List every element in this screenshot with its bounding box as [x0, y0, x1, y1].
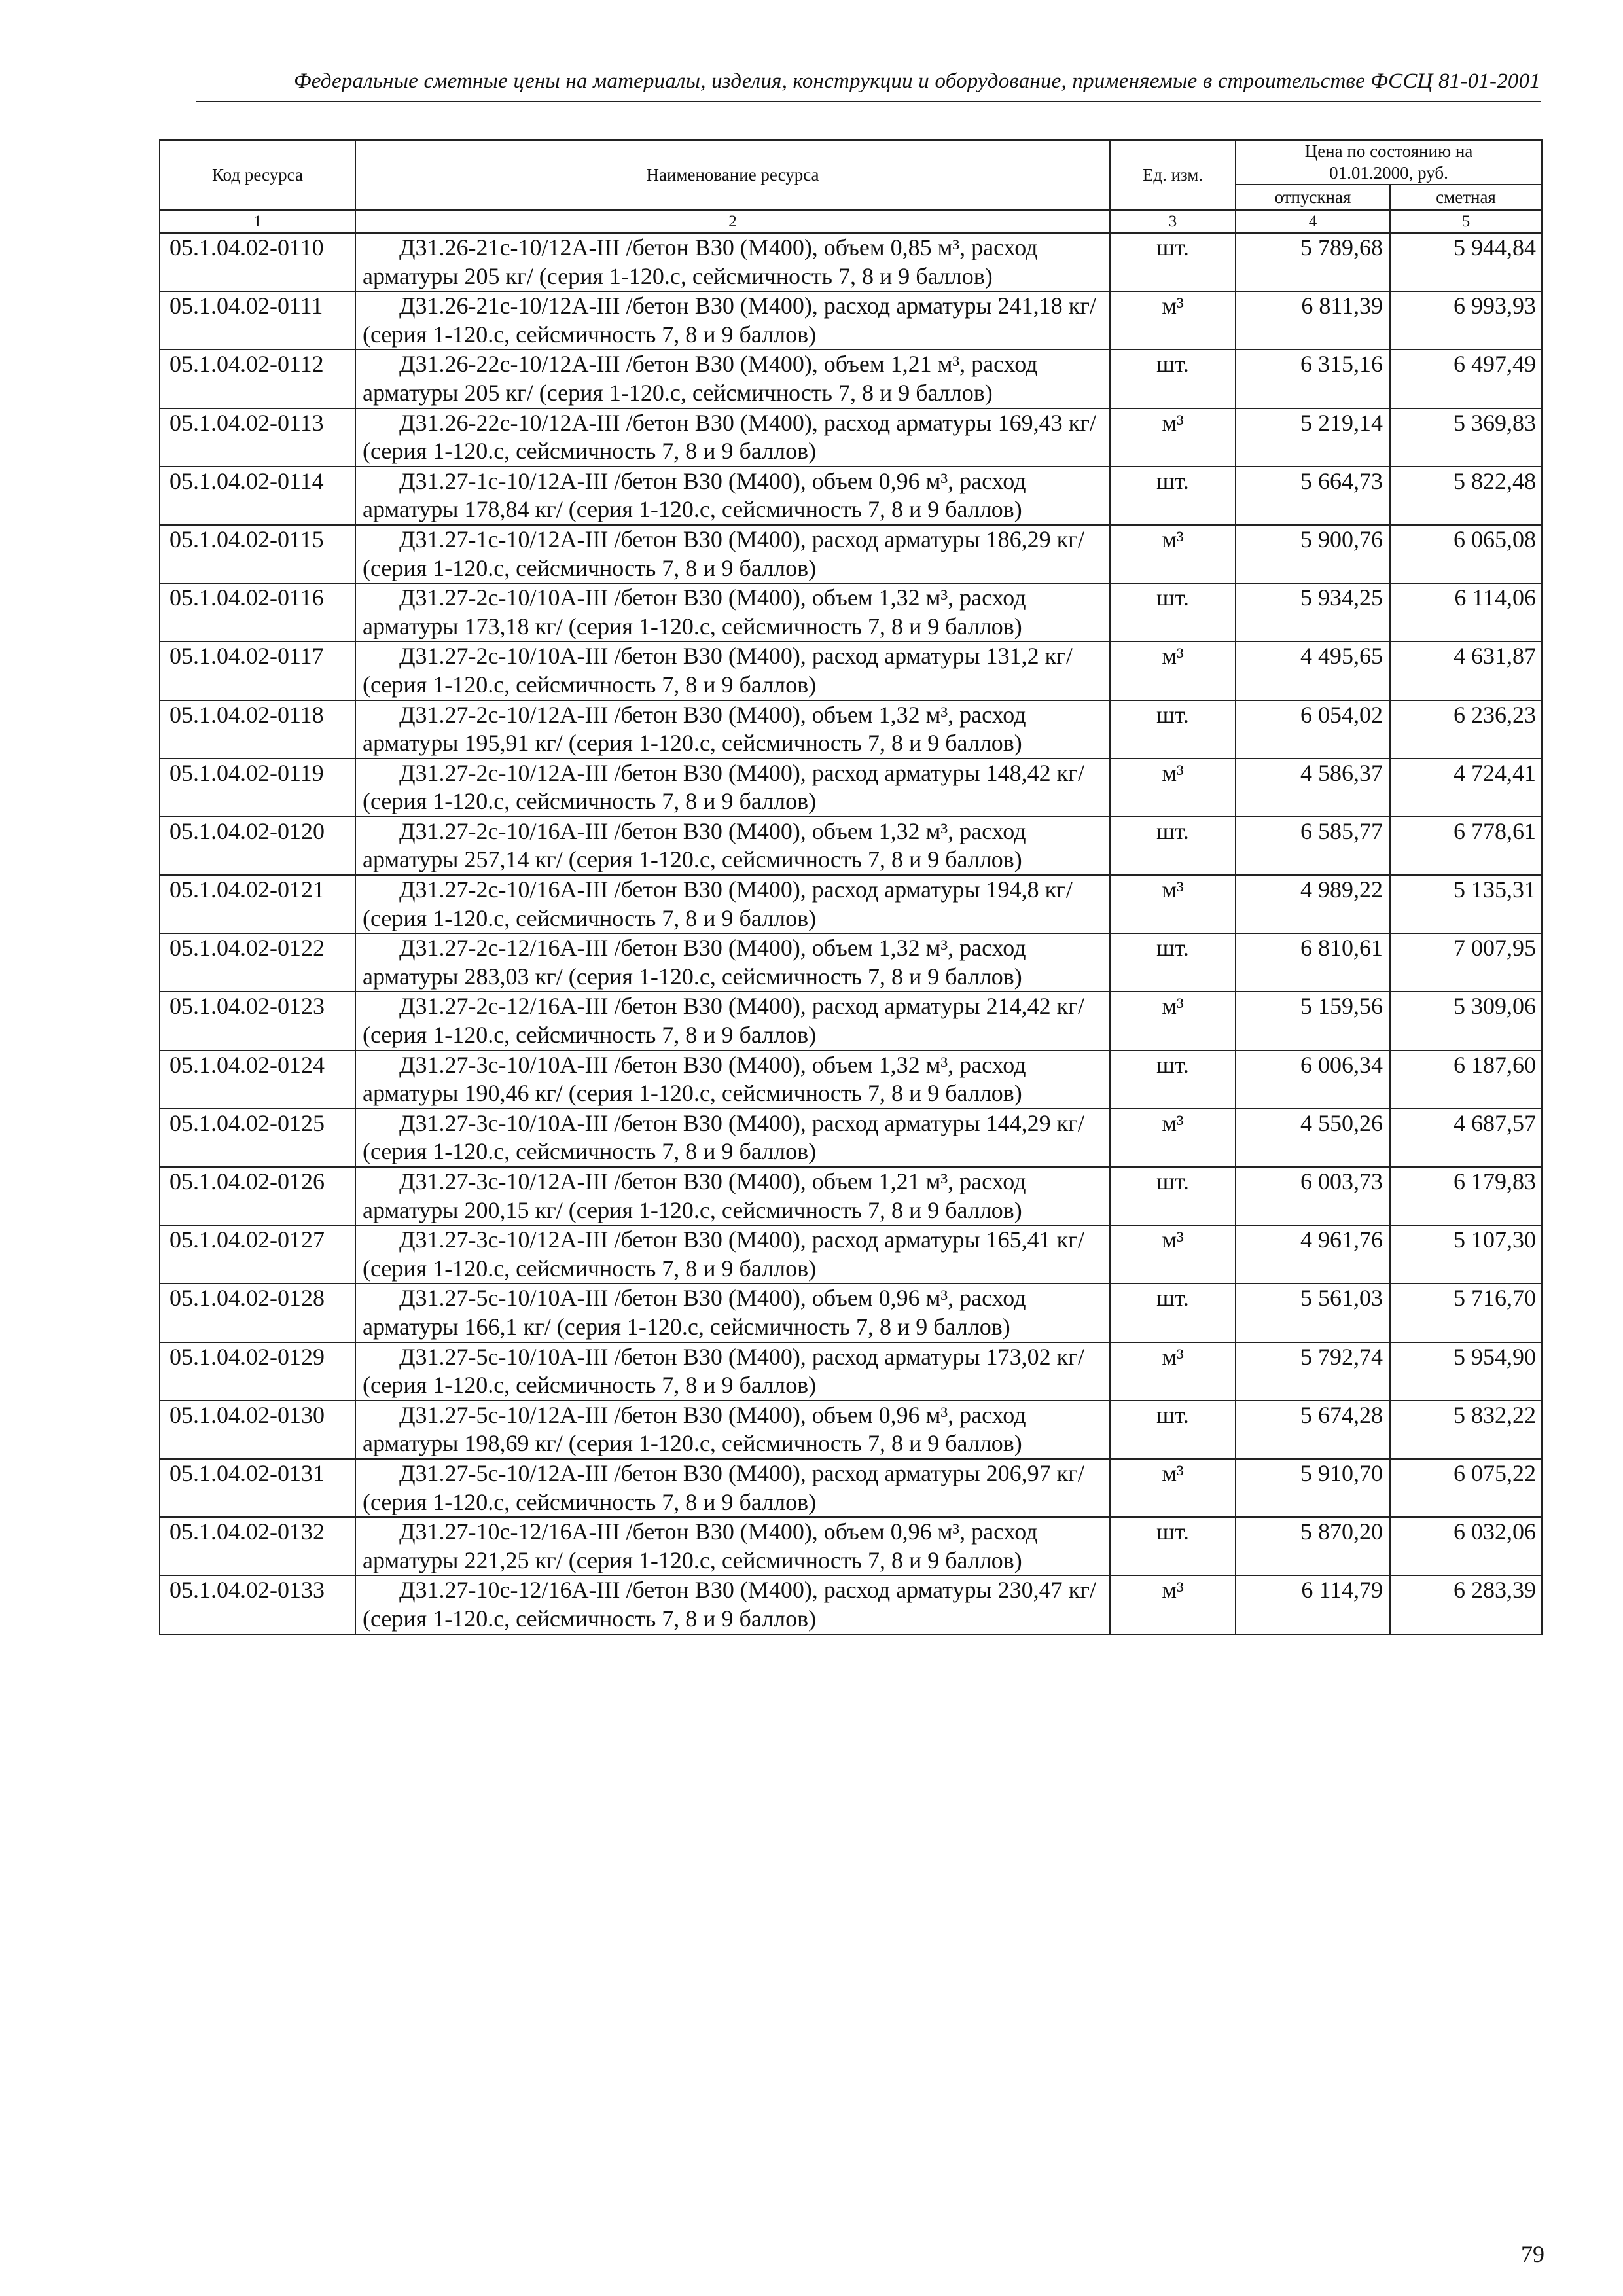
resource-name-text: Д31.27-3с-10/12А-III /бетон В30 (М400), расход арматуры 165,41 кг/ (серия 1-120.с, сейсмичность 7, 8 и 9 баллов) — [363, 1227, 1084, 1282]
resource-name-text: Д31.27-2с-10/16А-III /бетон В30 (М400), объем 1,32 м³, расход арматуры 257,14 кг/ (серия 1-120.с, сейсмичность 7, 8 и 9 баллов) — [363, 817, 1026, 873]
estimate-price: 5 954,90 — [1390, 1342, 1542, 1401]
resource-name — [355, 875, 1110, 933]
resource-name — [355, 1167, 1110, 1225]
resource-code: 05.1.04.02-0118 — [160, 700, 355, 759]
resource-name — [355, 817, 1110, 875]
column-number: 4 — [1236, 210, 1390, 233]
unit-of-measure: шт. — [1110, 233, 1236, 291]
column-header-price-group: Цена по состоянию на 01.01.2000, руб. — [1236, 140, 1542, 185]
resource-name-text: Д31.27-1с-10/12А-III /бетон В30 (М400), расход арматуры 186,29 кг/ (серия 1-120.с, сейсмичность 7, 8 и 9 баллов) — [363, 526, 1084, 581]
resource-name-text: Д31.27-2с-10/16А-III /бетон В30 (М400), расход арматуры 194,8 кг/ (серия 1-120.с, сейсмичность 7, 8 и 9 баллов) — [363, 876, 1073, 931]
resource-code: 05.1.04.02-0126 — [160, 1167, 355, 1225]
resource-code: 05.1.04.02-0132 — [160, 1517, 355, 1575]
release-price: 5 219,14 — [1236, 408, 1390, 467]
resource-code: 05.1.04.02-0116 — [160, 583, 355, 641]
table-row — [160, 817, 1542, 875]
table-row — [160, 291, 1542, 350]
resource-name — [355, 1459, 1110, 1517]
resource-name — [355, 467, 1110, 525]
resource-name-text: Д31.27-2с-10/12А-III /бетон В30 (М400), объем 1,32 м³, расход арматуры 195,91 кг/ (серия 1-120.с, сейсмичность 7, 8 и 9 баллов) — [363, 701, 1026, 757]
unit-of-measure: шт. — [1110, 350, 1236, 408]
resource-code: 05.1.04.02-0121 — [160, 875, 355, 933]
table-row — [160, 583, 1542, 641]
release-price: 4 586,37 — [1236, 759, 1390, 817]
table-row — [160, 641, 1542, 700]
resource-name-text: Д31.26-21с-10/12А-III /бетон В30 (М400), объем 0,85 м³, расход арматуры 205 кг/ (серия 1-120.с, сейсмичность 7, 8 и 9 баллов) — [363, 234, 1038, 289]
resource-code: 05.1.04.02-0130 — [160, 1401, 355, 1459]
resource-name — [355, 291, 1110, 350]
table-row — [160, 525, 1542, 583]
estimate-price: 6 065,08 — [1390, 525, 1542, 583]
estimate-price: 5 135,31 — [1390, 875, 1542, 933]
release-price: 6 585,77 — [1236, 817, 1390, 875]
column-header-estimate-price: сметная — [1390, 185, 1542, 210]
table-row — [160, 1342, 1542, 1401]
release-price: 4 961,76 — [1236, 1225, 1390, 1283]
resource-name-text: Д31.27-2с-12/16А-III /бетон В30 (М400), расход арматуры 214,42 кг/ (серия 1-120.с, сейсмичность 7, 8 и 9 баллов) — [363, 993, 1084, 1049]
release-price: 5 792,74 — [1236, 1342, 1390, 1401]
resource-code: 05.1.04.02-0123 — [160, 992, 355, 1050]
unit-of-measure: м³ — [1110, 525, 1236, 583]
release-price: 5 789,68 — [1236, 233, 1390, 291]
estimate-price: 5 369,83 — [1390, 408, 1542, 467]
resource-code: 05.1.04.02-0128 — [160, 1283, 355, 1342]
resource-code: 05.1.04.02-0133 — [160, 1575, 355, 1634]
page-number: 79 — [1521, 2241, 1544, 2267]
column-number: 2 — [355, 210, 1110, 233]
resource-name-text: Д31.27-2с-12/16А-III /бетон В30 (М400), объем 1,32 м³, расход арматуры 283,03 кг/ (серия 1-120.с, сейсмичность 7, 8 и 9 баллов) — [363, 935, 1026, 990]
estimate-price: 6 778,61 — [1390, 817, 1542, 875]
resource-code: 05.1.04.02-0115 — [160, 525, 355, 583]
resource-name-text: Д31.27-2с-10/12А-III /бетон В30 (М400), расход арматуры 148,42 кг/ (серия 1-120.с, сейсмичность 7, 8 и 9 баллов) — [363, 759, 1084, 815]
estimate-price: 6 993,93 — [1390, 291, 1542, 350]
unit-of-measure: м³ — [1110, 1342, 1236, 1401]
table-row — [160, 992, 1542, 1050]
resource-code: 05.1.04.02-0122 — [160, 933, 355, 992]
estimate-price: 4 631,87 — [1390, 641, 1542, 700]
release-price: 5 674,28 — [1236, 1401, 1390, 1459]
release-price: 5 664,73 — [1236, 467, 1390, 525]
estimate-price: 5 309,06 — [1390, 992, 1542, 1050]
estimate-price: 6 179,83 — [1390, 1167, 1542, 1225]
table-row — [160, 1575, 1542, 1634]
resource-code: 05.1.04.02-0129 — [160, 1342, 355, 1401]
resource-name — [355, 1401, 1110, 1459]
unit-of-measure: м³ — [1110, 291, 1236, 350]
estimate-price: 6 187,60 — [1390, 1050, 1542, 1109]
resource-name-text: Д31.26-21с-10/12А-III /бетон В30 (М400), расход арматуры 241,18 кг/ (серия 1-120.с, сейсмичность 7, 8 и 9 баллов) — [363, 293, 1096, 348]
resource-name-text: Д31.27-5с-10/10А-III /бетон В30 (М400), объем 0,96 м³, расход арматуры 166,1 кг/ (серия 1-120.с, сейсмичность 7, 8 и 9 баллов) — [363, 1285, 1026, 1340]
resource-name-text: Д31.27-3с-10/10А-III /бетон В30 (М400), расход арматуры 144,29 кг/ (серия 1-120.с, сейсмичность 7, 8 и 9 баллов) — [363, 1109, 1084, 1165]
estimate-price: 6 236,23 — [1390, 700, 1542, 759]
column-number: 5 — [1390, 210, 1542, 233]
release-price: 6 003,73 — [1236, 1167, 1390, 1225]
resource-code: 05.1.04.02-0125 — [160, 1109, 355, 1167]
release-price: 6 810,61 — [1236, 933, 1390, 992]
resource-code: 05.1.04.02-0114 — [160, 467, 355, 525]
unit-of-measure: м³ — [1110, 408, 1236, 467]
estimate-price: 5 716,70 — [1390, 1283, 1542, 1342]
column-header-name: Наименование ресурса — [355, 140, 1110, 210]
table-body — [160, 233, 1542, 1634]
table-row — [160, 700, 1542, 759]
release-price: 6 006,34 — [1236, 1050, 1390, 1109]
resource-name — [355, 233, 1110, 291]
unit-of-measure: шт. — [1110, 1167, 1236, 1225]
resource-code: 05.1.04.02-0113 — [160, 408, 355, 467]
resource-name — [355, 583, 1110, 641]
unit-of-measure: м³ — [1110, 1459, 1236, 1517]
resource-name-text: Д31.27-3с-10/12А-III /бетон В30 (М400), объем 1,21 м³, расход арматуры 200,15 кг/ (серия 1-120.с, сейсмичность 7, 8 и 9 баллов) — [363, 1168, 1026, 1223]
resource-code: 05.1.04.02-0119 — [160, 759, 355, 817]
resource-code: 05.1.04.02-0120 — [160, 817, 355, 875]
table-row — [160, 1109, 1542, 1167]
resource-name-text: Д31.27-3с-10/10А-III /бетон В30 (М400), объем 1,32 м³, расход арматуры 190,46 кг/ (серия 1-120.с, сейсмичность 7, 8 и 9 баллов) — [363, 1051, 1026, 1107]
table-row — [160, 1167, 1542, 1225]
release-price: 6 811,39 — [1236, 291, 1390, 350]
release-price: 5 934,25 — [1236, 583, 1390, 641]
table-row — [160, 467, 1542, 525]
release-price: 6 315,16 — [1236, 350, 1390, 408]
unit-of-measure: шт. — [1110, 467, 1236, 525]
unit-of-measure: шт. — [1110, 1401, 1236, 1459]
resource-name — [355, 1109, 1110, 1167]
resource-code: 05.1.04.02-0131 — [160, 1459, 355, 1517]
resource-name-text: Д31.27-2с-10/10А-III /бетон В30 (М400), расход арматуры 131,2 кг/ (серия 1-120.с, сейсмичность 7, 8 и 9 баллов) — [363, 643, 1073, 698]
column-number: 3 — [1110, 210, 1236, 233]
resource-name — [355, 1225, 1110, 1283]
estimate-price: 5 944,84 — [1390, 233, 1542, 291]
resource-name-text: Д31.27-10с-12/16А-III /бетон В30 (М400), объем 0,96 м³, расход арматуры 221,25 кг/ (серия 1-120.с, сейсмичность 7, 8 и 9 баллов) — [363, 1518, 1038, 1573]
resource-name-text: Д31.27-5с-10/12А-III /бетон В30 (М400), объем 0,96 м³, расход арматуры 198,69 кг/ (серия 1-120.с, сейсмичность 7, 8 и 9 баллов) — [363, 1401, 1026, 1457]
resource-name — [355, 1575, 1110, 1634]
unit-of-measure: м³ — [1110, 1109, 1236, 1167]
release-price: 5 870,20 — [1236, 1517, 1390, 1575]
unit-of-measure: шт. — [1110, 1517, 1236, 1575]
estimate-price: 6 283,39 — [1390, 1575, 1542, 1634]
table-row — [160, 408, 1542, 467]
release-price: 5 159,56 — [1236, 992, 1390, 1050]
resource-name-text: Д31.27-2с-10/10А-III /бетон В30 (М400), объем 1,32 м³, расход арматуры 173,18 кг/ (серия 1-120.с, сейсмичность 7, 8 и 9 баллов) — [363, 584, 1026, 639]
unit-of-measure: шт. — [1110, 933, 1236, 992]
release-price: 5 900,76 — [1236, 525, 1390, 583]
table-row — [160, 759, 1542, 817]
table-row — [160, 1459, 1542, 1517]
resource-name — [355, 1342, 1110, 1401]
unit-of-measure: м³ — [1110, 641, 1236, 700]
release-price: 5 561,03 — [1236, 1283, 1390, 1342]
resource-price-table — [159, 139, 1543, 1635]
estimate-price: 6 032,06 — [1390, 1517, 1542, 1575]
unit-of-measure: шт. — [1110, 700, 1236, 759]
resource-name — [355, 759, 1110, 817]
release-price: 4 495,65 — [1236, 641, 1390, 700]
resource-name-text: Д31.26-22с-10/12А-III /бетон В30 (М400), расход арматуры 169,43 кг/ (серия 1-120.с, сейсмичность 7, 8 и 9 баллов) — [363, 409, 1096, 465]
resource-name — [355, 992, 1110, 1050]
resource-name — [355, 1283, 1110, 1342]
table-row — [160, 1517, 1542, 1575]
column-header-code: Код ресурса — [160, 140, 355, 210]
unit-of-measure: м³ — [1110, 875, 1236, 933]
resource-name — [355, 350, 1110, 408]
table-row — [160, 350, 1542, 408]
resource-code: 05.1.04.02-0117 — [160, 641, 355, 700]
resource-name-text: Д31.26-22с-10/12А-III /бетон В30 (М400), объем 1,21 м³, расход арматуры 205 кг/ (серия 1-120.с, сейсмичность 7, 8 и 9 баллов) — [363, 351, 1038, 406]
unit-of-measure: м³ — [1110, 1575, 1236, 1634]
resource-name-text: Д31.27-10с-12/16А-III /бетон В30 (М400), расход арматуры 230,47 кг/ (серия 1-120.с, сейсмичность 7, 8 и 9 баллов) — [363, 1577, 1096, 1632]
table-row — [160, 1401, 1542, 1459]
unit-of-measure: шт. — [1110, 583, 1236, 641]
running-title: Федеральные сметные цены на материалы, изделия, конструкции и оборудование, применяемые в строительстве ФССЦ 81-01-2001 — [293, 69, 1541, 93]
estimate-price: 5 832,22 — [1390, 1401, 1542, 1459]
resource-name — [355, 1517, 1110, 1575]
resource-name-text: Д31.27-1с-10/12А-III /бетон В30 (М400), объем 0,96 м³, расход арматуры 178,84 кг/ (серия 1-120.с, сейсмичность 7, 8 и 9 баллов) — [363, 467, 1026, 523]
unit-of-measure: шт. — [1110, 1283, 1236, 1342]
resource-code: 05.1.04.02-0111 — [160, 291, 355, 350]
estimate-price: 5 822,48 — [1390, 467, 1542, 525]
estimate-price: 5 107,30 — [1390, 1225, 1542, 1283]
resource-code: 05.1.04.02-0127 — [160, 1225, 355, 1283]
resource-name — [355, 700, 1110, 759]
estimate-price: 6 114,06 — [1390, 583, 1542, 641]
resource-name — [355, 525, 1110, 583]
column-header-release-price: отпускная — [1236, 185, 1390, 210]
table-row — [160, 875, 1542, 933]
table-row — [160, 933, 1542, 992]
unit-of-measure: м³ — [1110, 759, 1236, 817]
estimate-price: 6 075,22 — [1390, 1459, 1542, 1517]
header-rule — [196, 101, 1541, 102]
resource-code: 05.1.04.02-0124 — [160, 1050, 355, 1109]
table-row — [160, 1050, 1542, 1109]
resource-name — [355, 408, 1110, 467]
table-row — [160, 233, 1542, 291]
unit-of-measure: шт. — [1110, 1050, 1236, 1109]
release-price: 6 114,79 — [1236, 1575, 1390, 1634]
release-price: 6 054,02 — [1236, 700, 1390, 759]
unit-of-measure: м³ — [1110, 992, 1236, 1050]
estimate-price: 7 007,95 — [1390, 933, 1542, 992]
table-row — [160, 1225, 1542, 1283]
release-price: 4 550,26 — [1236, 1109, 1390, 1167]
resource-name — [355, 933, 1110, 992]
resource-name-text: Д31.27-5с-10/12А-III /бетон В30 (М400), расход арматуры 206,97 кг/ (серия 1-120.с, сейсмичность 7, 8 и 9 баллов) — [363, 1460, 1084, 1515]
resource-name-text: Д31.27-5с-10/10А-III /бетон В30 (М400), расход арматуры 173,02 кг/ (серия 1-120.с, сейсмичность 7, 8 и 9 баллов) — [363, 1343, 1084, 1399]
unit-of-measure: шт. — [1110, 817, 1236, 875]
estimate-price: 4 724,41 — [1390, 759, 1542, 817]
column-header-unit: Ед. изм. — [1110, 140, 1236, 210]
estimate-price: 4 687,57 — [1390, 1109, 1542, 1167]
table-row — [160, 1283, 1542, 1342]
resource-name — [355, 641, 1110, 700]
release-price: 4 989,22 — [1236, 875, 1390, 933]
unit-of-measure: м³ — [1110, 1225, 1236, 1283]
resource-code: 05.1.04.02-0110 — [160, 233, 355, 291]
release-price: 5 910,70 — [1236, 1459, 1390, 1517]
estimate-price: 6 497,49 — [1390, 350, 1542, 408]
resource-name — [355, 1050, 1110, 1109]
column-number: 1 — [160, 210, 355, 233]
resource-code: 05.1.04.02-0112 — [160, 350, 355, 408]
